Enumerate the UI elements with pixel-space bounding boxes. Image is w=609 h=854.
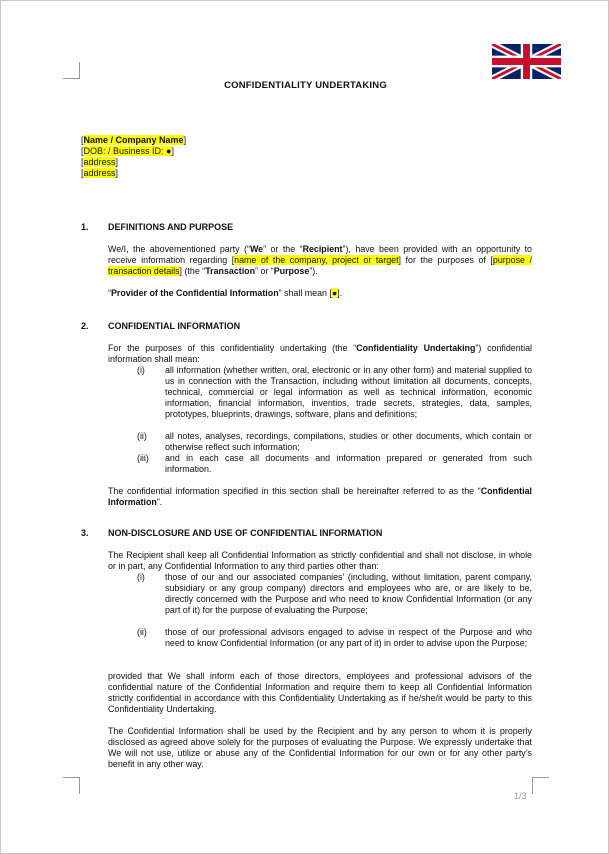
section-2-closing: The confidential information specified in this section shall be hereinafter referred to as the “Confidential Information”. [108, 486, 532, 507]
section-1-paragraph-2: “Provider of the Confidential Information” shall mean [●]. [108, 288, 343, 298]
document-title: CONFIDENTIALITY UNDERTAKING [224, 80, 387, 91]
list-item: (ii) all notes, analyses, recordings, compilations, studies or other documents, which contain or otherwise reflect such information; [137, 431, 532, 452]
provider-placeholder: ● [331, 288, 338, 298]
section-1-paragraph-1: We/I, the abovementioned party (“We” or the “Recipient”), have been provided with an opportunity to receive information regarding [name of the company, project or target] for the purposes of [purpose / transaction details] (the “Transaction” or “Purpose”). [108, 244, 532, 276]
list-item: (i) those of our and our associated companies’ (including, without limitation, parent company, subsidiary or any group company) directors and employees who are, or are likely to be, directly concerned with the Purpose and who need to know Confidential Information (or any part of it) for the purpose of evaluating the Purpose; [137, 572, 532, 615]
address-line-2: [address] [81, 168, 119, 178]
purpose-placeholder: purpose / transaction details [108, 254, 532, 276]
list-item: (ii) those of our professional advisors engaged to advise in respect of the Purpose and who need to know Confidential Information (or any part of it) in order to advise upon the Purpose; [137, 627, 532, 648]
list-item: (iii) and in each case all documents and information prepared or generated from such information. [137, 453, 532, 474]
section-3-intro: The Recipient shall keep all Confidential Information as strictly confidential and shall not disclose, in whole or in part, any Confidential Information to any third parties other than: [108, 550, 532, 571]
document-page: CONFIDENTIALITY UNDERTAKING [Name / Company Name] [DOB: / Business ID: ●] [address] [address] 1. DEFINITIONS AND PURPOSE We/I, the abovementioned party (“We” or the “Recipient”), have been provided with an opportunity to receive information regarding [name of the company, project or target] for the purposes of [purpose / transaction details] (the “Transaction” or “Purpose”). “Provider of the Confidential Information” shall mean [●]. 2. CONFIDENTIAL INFORMATION For the purposes of this confidentiality undertaking (the “Confidentiality Undertaking”) confidential information shall mean: (i) all information (whether written, oral, electronic or in any other form) and material supplied to us in connection with the Transaction, including without limitation all documents, concepts, technical, commercial or legal information as well as technical information, economic information, financial information, inventios, trade secrets, strategies, data, samples, prototypes, blueprints, drawings, software, plans and definitions; (ii) all notes, analyses, recordings, compilations, studies or other documents, which contain or otherwise reflect such information; (iii) and in each case all documents and information prepared or generated from such information. The confidential information specified in this section shall be hereinafter referred to as the “Confidential Information”. 3. NON-DISCLOSURE AND USE OF CONFIDENTIAL INFORMATION The Recipient shall keep all Confidential Information as strictly confidential and shall not disclose, in whole or in part, any Confidential Information to any third parties other than: (i) those of our and our associated companies’ (including, without limitation, parent company, subsidiary or any group company) directors and employees who are, or are likely to be, directly concerned with the Purpose and who need to know Confidential Information (or any part of it) for the purpose of evaluating the Purpose; (ii) those of our professional advisors engaged to advise in respect of the Purpose and who need to know Confidential Information (or any part of it) in order to advise upon the Purpose; provided that We shall inform each of those directors, employees and professional advisors of the confidential nature of the Confidential Information and require them to keep all Confidential Information strictly confidential in accordance with this Confidentiality Undertaking as if he/she/it would be party to this Confidentiality Undertaking. The Confidential Information shall be used by the Recipient and by any person to whom it is properly disclosed as agreed above solely for the purposes of evaluating the Purpose. We expressly undertake that We will not use, utilize or abuse any of the Confidential Information for our own or for any other party’s benefit in any other way. 1/3 [0, 0, 609, 854]
crop-mark-bottom-left [63, 777, 80, 794]
company-placeholder: name of the company, project or target [234, 254, 399, 265]
uk-flag-icon[interactable] [492, 44, 561, 79]
page-number: 1/3 [514, 791, 527, 801]
address-dob-line: [DOB: / Business ID: ●] [81, 146, 174, 156]
recipient-name: Name / Company Name [83, 135, 184, 145]
address-block [81, 135, 186, 179]
list-item: (i) all information (whether written, oral, electronic or in any other form) and material supplied to us in connection with the Transaction, including without limitation all documents, concepts, technical, commercial or legal information as well as technical information, economic information, financial information, inventios, trade secrets, strategies, data, samples, prototypes, blueprints, drawings, software, plans and definitions; [137, 365, 532, 419]
address-line-1: [address] [81, 157, 119, 167]
recipient-id: DOB: / Business ID: ● [83, 146, 172, 156]
section-2-intro: For the purposes of this confidentiality undertaking (the “Confidentiality Undertaking”) confidential information shall mean: [108, 343, 532, 364]
crop-mark-bottom-right [532, 777, 549, 794]
crop-mark-top-left [63, 62, 80, 79]
section-3-paragraph-2: provided that We shall inform each of those directors, employees and professional advisors of the confidential nature of the Confidential Information and require them to keep all Confidential Information strictly confidential in accordance with this Confidentiality Undertaking as if he/she/it would be party to this Confidentiality Undertaking. [108, 671, 532, 714]
section-3-paragraph-3: The Confidential Information shall be used by the Recipient and by any person to whom it is properly disclosed as agreed above solely for the purposes of evaluating the Purpose. We expressly undertake that We will not use, utilize or abuse any of the Confidential Information for our own or for any other party’s benefit in any other way. [108, 726, 532, 769]
address-name-line: [Name / Company Name] [81, 135, 187, 145]
